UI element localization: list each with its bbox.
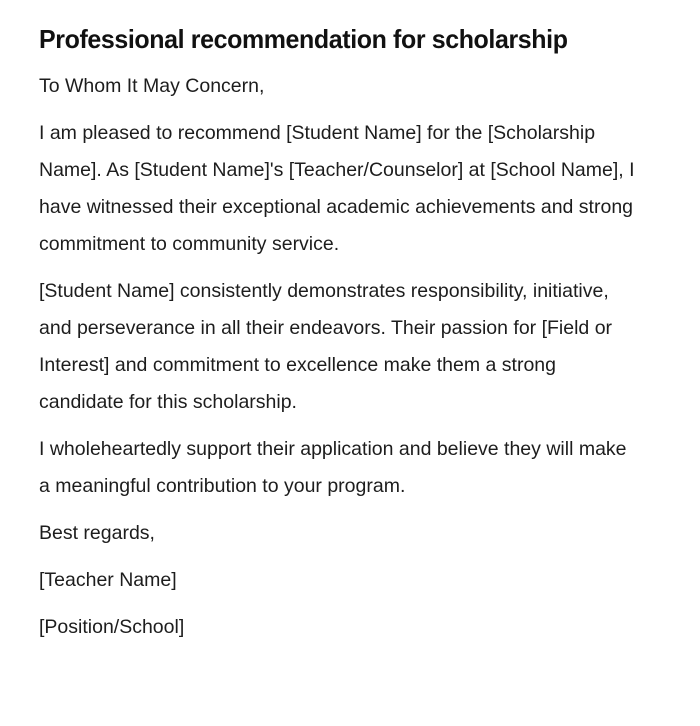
letter-salutation: To Whom It May Concern, [39, 75, 265, 97]
letter-paragraph-3: I wholeheartedly support their application and believe they will make a meaningful contribution to your program. [39, 438, 627, 497]
letter-paragraph-1: I am pleased to recommend [Student Name] for the [Scholarship Name]. As [Student Name]'s [Teacher/Counselor] at [School Name], I have witnessed their exceptional academic achievements and strong commitment to community service. [39, 122, 635, 255]
letter-paragraph-2: [Student Name] consistently demonstrates responsibility, initiative, and perseverance in all their endeavors. Their passion for [Field or Interest] and commitment to excellence make them a strong candidate for this scholarship. [39, 280, 613, 413]
letter-body [39, 68, 639, 646]
letter-sign-off: Best regards, [39, 522, 155, 544]
letter-signer-name: [Teacher Name] [39, 569, 177, 591]
letter-signer-position: [Position/School] [39, 616, 185, 638]
page-title: Professional recommendation for scholarship [39, 24, 568, 54]
